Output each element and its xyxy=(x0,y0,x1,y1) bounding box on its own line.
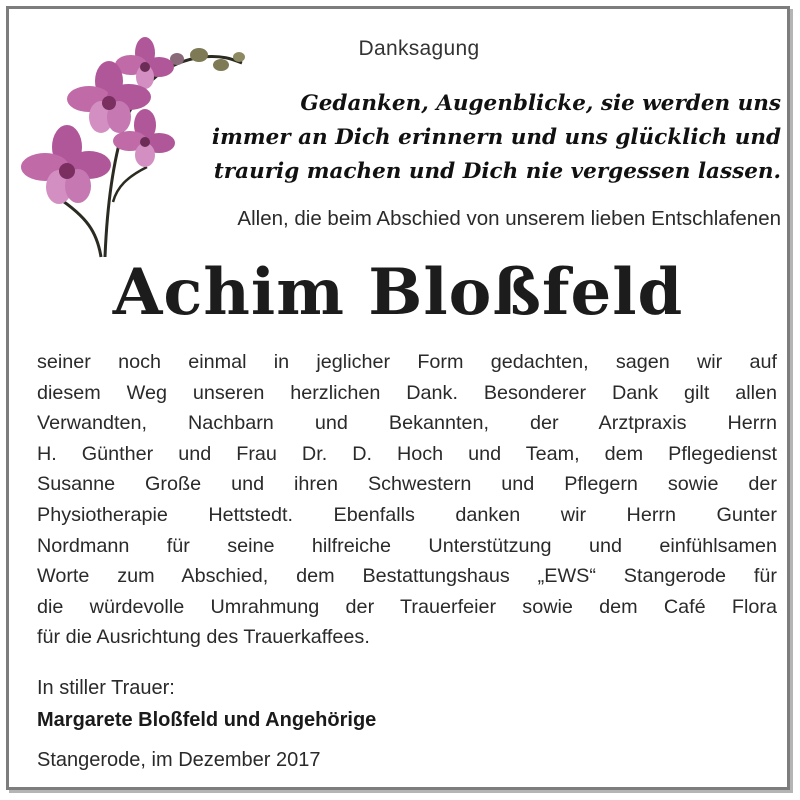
body-line: seiner noch einmal in jeglicher Form gedachten, sagen wir auf xyxy=(37,351,777,373)
body-line: Physiotherapie Hettstedt. Ebenfalls danken wir Herrn Gunter xyxy=(37,503,777,526)
body-line: Worte zum Abschied, dem Bestattungshaus „EWS“ Stangerode für xyxy=(37,565,777,588)
place-date: Stangerode, im Dezember 2017 xyxy=(37,749,321,771)
body-line: für die Ausrichtung des Trauerkaffees. xyxy=(37,626,370,649)
quote-line: traurig machen und Dich nie vergessen lassen. xyxy=(213,159,781,184)
body-line: Verwandten, Nachbarn und Bekannten, der Arztpraxis Herrn xyxy=(37,412,777,435)
mourning-label: In stiller Trauer: xyxy=(37,677,175,699)
notice-heading: Danksagung xyxy=(358,37,480,60)
body-line: Susanne Große und ihren Schwestern und Pflegern sowie der xyxy=(37,473,777,496)
quote-line: immer an Dich erinnern und uns glücklich und xyxy=(211,125,781,150)
quote-line: Gedanken, Augenblicke, sie werden uns xyxy=(300,91,781,116)
deceased-name: Achim Bloßfeld xyxy=(112,255,684,330)
body-line: Nordmann für seine hilfreiche Unterstützung und einfühlsamen xyxy=(37,534,777,557)
body-line: die würdevolle Umrahmung der Trauerfeier sowie dem Café Flora xyxy=(37,595,777,618)
obituary-card xyxy=(6,6,790,790)
memorial-quote xyxy=(169,87,781,189)
body-line: diesem Weg unseren herzlichen Dank. Besonderer Dank gilt allen xyxy=(37,381,777,404)
body-line: H. Günther und Frau Dr. D. Hoch und Team, dem Pflegedienst xyxy=(37,442,777,465)
intro-text: Allen, die beim Abschied von unserem lieben Entschlafenen xyxy=(237,207,781,230)
mourners-signature: Margarete Bloßfeld und Angehörige xyxy=(37,709,377,731)
acknowledgement-text xyxy=(37,347,777,653)
